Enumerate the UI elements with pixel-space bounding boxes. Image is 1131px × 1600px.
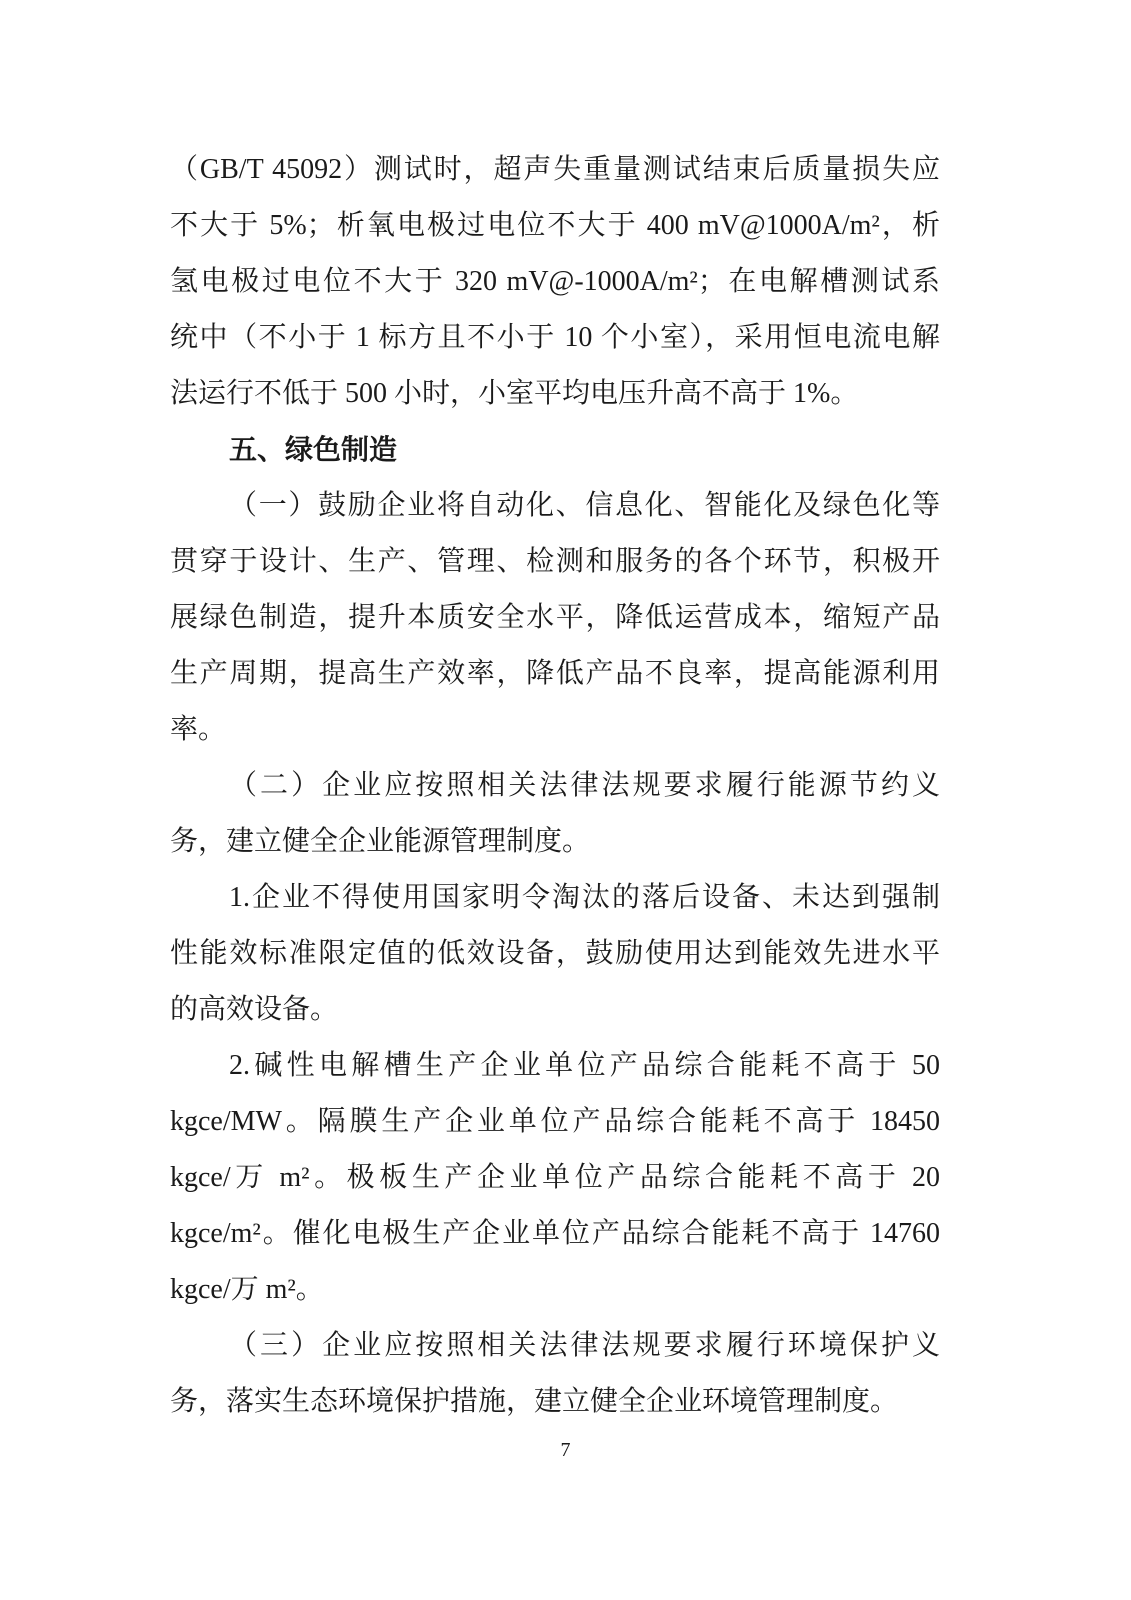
text-line: 的高效设备。: [170, 994, 339, 1025]
text-line: 1.企业不得使用国家明令淘汰的落后设备、未达到强制: [229, 882, 940, 913]
text-line: 生产周期，提高生产效率，降低产品不良率，提高能源利用: [170, 658, 940, 689]
paragraph-item-2: [170, 758, 940, 870]
text-line: 率。: [170, 714, 227, 745]
text-line: kgce/MW。隔膜生产企业单位产品综合能耗不高于 18450: [170, 1106, 940, 1137]
text-line: 展绿色制造，提升本质安全水平，降低运营成本，缩短产品: [170, 602, 940, 633]
text-line: kgce/m²。催化电极生产企业单位产品综合能耗不高于 14760: [170, 1218, 940, 1249]
paragraph-subitem-2: [170, 1038, 940, 1318]
text-line: 氢电极过电位不大于 320 mV@-1000A/m²；在电解槽测试系: [170, 266, 940, 297]
paragraph-subitem-1: [170, 870, 940, 1038]
document-body: [170, 142, 940, 1430]
text-line: 2.碱性电解槽生产企业单位产品综合能耗不高于 50: [229, 1050, 940, 1081]
text-line: 务，建立健全企业能源管理制度。: [170, 826, 591, 857]
text-line: 贯穿于设计、生产、管理、检测和服务的各个环节，积极开: [170, 546, 940, 577]
text-line: 性能效标准限定值的低效设备，鼓励使用达到能效先进水平: [170, 938, 940, 969]
section-heading: 五、绿色制造: [229, 433, 398, 466]
text-line: kgce/万 m²。: [170, 1274, 324, 1305]
paragraph-item-3: [170, 1318, 940, 1430]
text-line: 法运行不低于 500 小时，小室平均电压升高不高于 1%。: [170, 378, 859, 409]
text-line: 统中（不小于 1 标方且不小于 10 个小室），采用恒电流电解: [170, 322, 940, 353]
text-line: （三）企业应按照相关法律法规要求履行环境保护义: [229, 1330, 940, 1361]
text-line: （二）企业应按照相关法律法规要求履行能源节约义: [229, 770, 940, 801]
text-line: （GB/T 45092）测试时，超声失重量测试结束后质量损失应: [170, 154, 940, 185]
text-line: （一）鼓励企业将自动化、信息化、智能化及绿色化等: [229, 490, 940, 521]
text-line: kgce/万 m²。极板生产企业单位产品综合能耗不高于 20: [170, 1162, 940, 1193]
paragraph-test-requirements: [170, 142, 940, 422]
page-number: 7: [560, 1439, 571, 1461]
paragraph-item-1: [170, 478, 940, 758]
text-line: 不大于 5%；析氧电极过电位不大于 400 mV@1000A/m²，析: [170, 210, 940, 241]
text-line: 务，落实生态环境保护措施，建立健全企业环境管理制度。: [170, 1386, 899, 1417]
